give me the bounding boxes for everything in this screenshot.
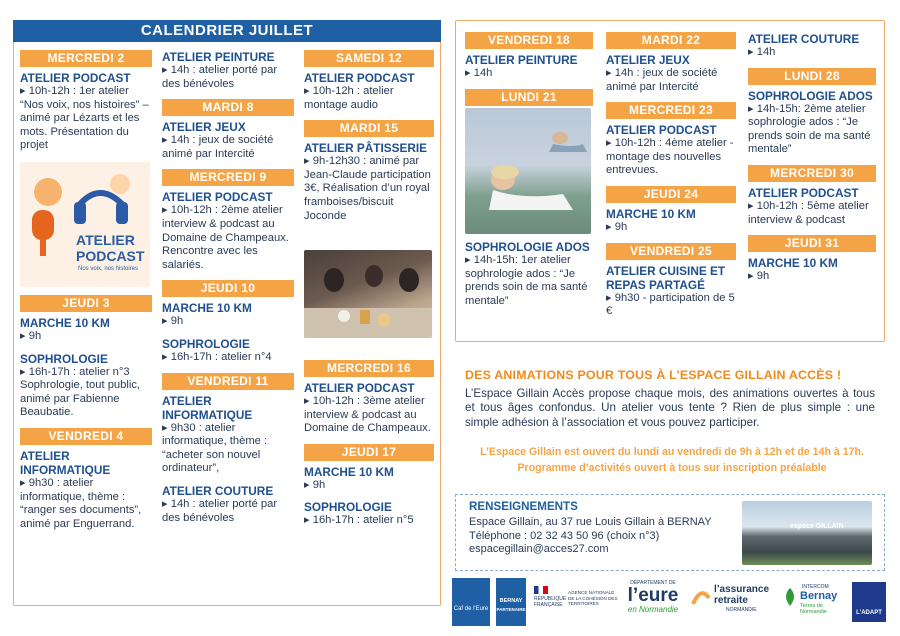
activity-desc: ▸ 14h : jeux de société animé par Intercité [162, 134, 274, 160]
caf-logo [452, 578, 490, 626]
activity-desc: ▸ 14h : jeux de société animé par Intercité [606, 67, 718, 93]
activity-title: SOPHROLOGIE [20, 351, 108, 366]
day-header: LUNDI 21 [465, 89, 593, 106]
intercom-text-1: INTERCOM [802, 584, 829, 590]
anct-text: AGENCE NATIONALE DE LA COHÉSION DES TERRITOIRES [568, 590, 618, 607]
contact-address: Espace Gillain, au 37 rue Louis Gillain à BERNAY [469, 516, 712, 528]
bernay-logo-text: BERNAY [499, 598, 523, 604]
bernay-partner-text: PARTENAIRE [496, 607, 526, 612]
activity-title: ATELIER PÂTISSERIE [304, 141, 428, 156]
day-header: JEUDI 10 [162, 280, 294, 297]
activity-desc: ▸ 10h-12h : 1er atelier “Nos voix, nos histoires” – animé par Lézarts et les mots. Présentation du projet [20, 85, 149, 152]
activity-desc: ▸ 14h-15h: 1er atelier sophrologie ados : “Je prends soin de ma santé mentale” [465, 254, 588, 307]
day-header: VENDREDI 18 [465, 32, 593, 49]
activity-title: ATELIER PODCAST [606, 123, 717, 138]
activity-title: ATELIER PODCAST [748, 185, 859, 200]
assurance-text-2: retraite [714, 595, 748, 606]
contact-title: RENSEIGNEMENTS [469, 500, 578, 513]
contact-box [455, 494, 885, 571]
column-1 [20, 50, 152, 161]
column-2 [162, 50, 294, 533]
activity-desc: ▸ 16h-17h : atelier n°3 Sophrologie, tout public, animé par Fabienne Beaubatie. [20, 365, 141, 419]
building-sign: espace GILLAIN [790, 523, 844, 530]
day-header: JEUDI 24 [606, 186, 736, 203]
assurance-text-1: l’assurance [714, 584, 770, 595]
activity-title: ATELIER COUTURE [162, 483, 274, 498]
activity-desc: ▸ 9h30 : atelier informatique, thème : “acheter son nouvel ordinateur”, [162, 421, 268, 475]
activity-title: MARCHE 10 KM [748, 256, 838, 271]
activity-title: ATELIER PODCAST [20, 71, 131, 85]
activity-title: MARCHE 10 KM [304, 464, 394, 479]
intercom-text-2: Bernay [800, 590, 838, 602]
activity-desc: ▸ 9h30 : atelier informatique, thème : “ranger ses documents”, animé par Enguerrand. [20, 476, 142, 530]
activity-desc: ▸ 10h-12h : atelier montage audio [304, 85, 394, 111]
activity-desc: ▸ 14h-15h: 2ème atelier sophrologie ados : “Je prends soin de ma santé mentale” [748, 102, 871, 156]
sophrology-photo [465, 108, 591, 234]
activity-desc: ▸ 9h30 - participation de 5 € [606, 291, 735, 318]
activity-title: ATELIER JEUX [162, 120, 246, 135]
podcast-logo-tagline: Nos voix, nos histoires [78, 266, 139, 272]
intercom-text-3: Terres de Normandie [800, 603, 827, 615]
activity-title: ATELIER PEINTURE [465, 53, 578, 67]
column-4 [465, 32, 593, 110]
day-header: MARDI 15 [304, 120, 434, 137]
day-header: MARDI 22 [606, 32, 736, 49]
column-5 [606, 32, 736, 327]
sophrology-photo-icon [465, 108, 591, 234]
activity-title: SOPHROLOGIE ADOS [748, 88, 873, 103]
activity-desc: ▸ 10h-12h : 4ème atelier - montage des nouvelles entrevues. [606, 137, 734, 177]
podcast-logo-line1: ATELIER [76, 232, 135, 248]
column-6 [748, 32, 876, 292]
activity-desc: ▸ 10h-12h : 3ème atelier interview & podcast au Domaine de Champeaux. [304, 395, 431, 435]
activity-title: ATELIER COUTURE [748, 32, 860, 46]
column-3 [304, 50, 434, 231]
eure-top-text: DÉPARTEMENT DE [630, 580, 676, 586]
day-header: VENDREDI 25 [606, 243, 736, 260]
podcast-logo-image [20, 162, 150, 287]
activity-title: SOPHROLOGIE ADOS [465, 240, 590, 254]
pastry-workshop-photo [304, 250, 432, 338]
anct-logo [568, 590, 618, 607]
animations-heading: DES ANIMATIONS POUR TOUS À L’ESPACE GILLAIN ACCÈS ! [465, 368, 842, 382]
activity-desc: ▸ 9h [748, 270, 770, 283]
assurance-retraite-icon [690, 586, 712, 608]
day-header: MERCREDI 23 [606, 102, 736, 119]
eure-sub-text: en Normandie [627, 605, 679, 614]
column-4-lower [465, 240, 593, 316]
eure-logo [620, 580, 686, 614]
animations-text: L’Espace Gillain Accès propose chaque mois, des animations ouvertes à tous et tous âges confondus. Un atelier vous tente ? Rien de plus simple : une simple adhésion à l’association et vous pouvez participer. [465, 387, 875, 429]
activity-title: SOPHROLOGIE [162, 336, 250, 351]
activity-desc: ▸ 16h-17h : atelier n°5 [304, 514, 414, 527]
activity-desc: ▸ 14h : atelier porté par des bénévoles [162, 64, 278, 90]
opening-hours [452, 444, 892, 476]
activity-title: ATELIER PEINTURE [162, 50, 275, 64]
republique-logo [534, 586, 567, 608]
building-photo [742, 501, 872, 565]
activity-desc: ▸ 14h : atelier porté par des bénévoles [162, 497, 278, 524]
activity-desc: ▸ 16h-17h : atelier n°4 [162, 350, 272, 363]
pastry-photo-icon [304, 250, 432, 338]
contact-email[interactable]: espacegillain@acces27.com [469, 543, 609, 556]
day-header: LUNDI 28 [748, 68, 876, 85]
assurance-text-3: NORMANDIE [726, 607, 757, 613]
activity-title: MARCHE 10 KM [20, 316, 110, 330]
intercom-leaf-icon [782, 586, 798, 608]
podcast-logo-line2: PODCAST [76, 248, 145, 264]
activity-desc: ▸ 9h-12h30 : animé par Jean-Claude participation 3€, Réalisation d’un royal framboises/biscuit Joconde [304, 155, 431, 222]
contact-text [469, 516, 712, 557]
activity-title: ATELIER JEUX [606, 53, 690, 67]
registration-line: Programme d’activités ouvert à tous sur inscription préalable [517, 462, 827, 474]
page-title: CALENDRIER JUILLET [13, 20, 441, 42]
activity-desc: ▸ 9h [20, 330, 42, 342]
opening-hours-line: L’Espace Gillain est ouvert du lundi au vendredi de 9h à 12h et de 14h à 17h. [480, 446, 864, 458]
day-header: VENDREDI 4 [20, 428, 152, 445]
ladapt-logo [852, 582, 886, 622]
activity-title: ATELIER PODCAST [162, 190, 273, 205]
activity-title: SOPHROLOGIE [304, 500, 392, 515]
activity-title: ATELIER INFORMATIQUE [20, 448, 111, 477]
day-header: JEUDI 3 [20, 295, 152, 312]
partner-logos [452, 578, 892, 626]
day-header: VENDREDI 11 [162, 373, 294, 390]
day-header: MERCREDI 16 [304, 360, 434, 377]
day-header: MERCREDI 2 [20, 50, 152, 67]
day-header: MERCREDI 30 [748, 165, 876, 182]
activity-title: MARCHE 10 KM [606, 206, 696, 221]
day-header: JEUDI 31 [748, 235, 876, 252]
activity-title: ATELIER PODCAST [304, 71, 415, 85]
activity-title: ATELIER PODCAST [304, 381, 415, 395]
activity-title: ATELIER CUISINE ET REPAS PARTAGÉ [606, 263, 726, 292]
day-header: JEUDI 17 [304, 444, 434, 461]
activity-desc: ▸ 14h [465, 67, 493, 79]
activity-desc: ▸ 9h [162, 315, 184, 328]
activity-desc: ▸ 9h [304, 478, 326, 491]
contact-phone: Téléphone : 02 32 43 50 96 (choix n°3) [469, 529, 660, 542]
flag-icon [534, 586, 548, 594]
activity-desc: ▸ 9h [606, 220, 628, 233]
column-1-lower [20, 295, 152, 539]
caf-logo-text: Caf de l'Eure [453, 606, 489, 612]
column-3-lower [304, 360, 434, 536]
bernay-logo [496, 578, 526, 626]
activity-desc: ▸ 10h-12h : 2ème atelier interview & podcast au Domaine de Champeaux. Rencontre avec les salariés. [162, 204, 289, 271]
eure-text: l’eure [627, 585, 679, 606]
day-header: MERCREDI 9 [162, 169, 294, 186]
activity-desc: ▸ 10h-12h : 5ème atelier interview & podcast [748, 199, 869, 226]
activity-desc: ▸ 14h [748, 46, 776, 58]
activity-title: MARCHE 10 KM [162, 301, 252, 316]
activity-title: ATELIER INFORMATIQUE [162, 393, 253, 422]
ladapt-text: L'ADAPT [856, 610, 882, 616]
republique-text: RÉPUBLIQUE FRANÇAISE [534, 596, 567, 608]
day-header: MARDI 8 [162, 99, 294, 116]
day-header: SAMEDI 12 [304, 50, 434, 67]
